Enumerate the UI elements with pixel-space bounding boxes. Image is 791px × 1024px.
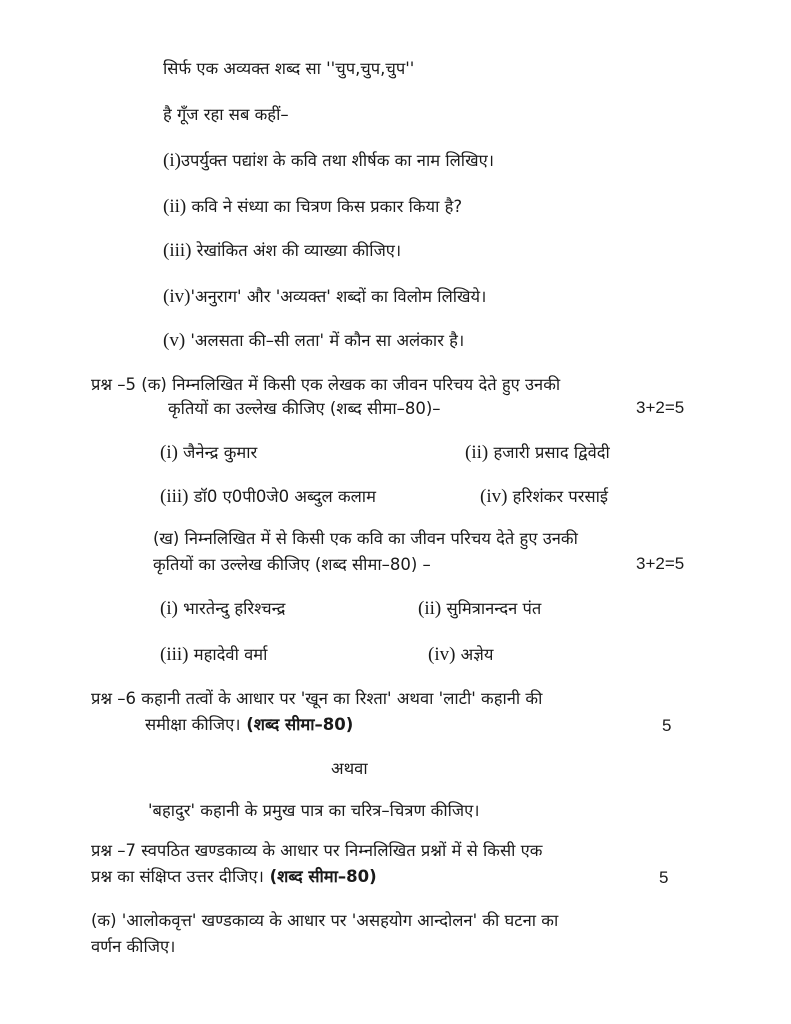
word-limit: (शब्द सीमा–80) (263, 867, 377, 886)
option-number: (i) (160, 598, 178, 619)
option-number: (iii) (160, 486, 189, 507)
subquestion-text: उपर्युक्त पद्यांश के कवि तथा शीर्षक का नाम लिखिए। (180, 151, 494, 170)
option-item (160, 486, 376, 508)
question-label: प्रश्न –5 (91, 375, 137, 394)
option-number: (ii) (465, 442, 489, 463)
option-text: हजारी प्रसाद द्विवेदी (488, 443, 610, 462)
q6-line1: प्रश्न –6 कहानी तत्वों के आधार पर 'खून का रिश्ता' अथवा 'लाटी' कहानी की (91, 689, 543, 708)
or-label: अथवा (331, 759, 368, 778)
marks: 3+2=5 (636, 398, 685, 417)
q4-subquestion (163, 330, 464, 352)
q7-line2 (91, 866, 377, 888)
option-text: हरिशंकर परसाई (507, 487, 609, 506)
option-item (480, 486, 608, 508)
subquestion-number: (ii) (163, 196, 187, 217)
word-limit: (शब्द सीमा–80) (240, 715, 354, 734)
q6-alternative: 'बहादुर' कहानी के प्रमुख पात्र का चरित्र–चित्रण कीजिए। (148, 801, 480, 820)
option-number: (i) (160, 442, 178, 463)
q6-line2-text: समीक्षा कीजिए। (145, 715, 241, 734)
q5-part-a-line2: कृतियों का उल्लेख कीजिए (शब्द सीमा–80)– (168, 399, 441, 418)
option-text: डॉ0 ए0पी0जे0 अब्दुल कलाम (188, 487, 376, 506)
option-item (428, 644, 493, 666)
option-number: (iv) (428, 644, 456, 665)
option-text: जैनेन्द्र कुमार (177, 443, 258, 462)
q5-part-b-line2: कृतियों का उल्लेख कीजिए (शब्द सीमा–80) – (153, 555, 431, 574)
option-text: महादेवी वर्मा (188, 645, 268, 664)
option-item (418, 598, 541, 620)
option-item (465, 442, 610, 464)
q4-subquestion (163, 196, 462, 218)
option-text: भारतेन्दु हरिश्चन्द्र (177, 599, 286, 618)
marks: 5 (662, 716, 672, 735)
q4-subquestion (163, 240, 401, 262)
subquestion-text: रेखांकित अंश की व्याख्या कीजिए। (191, 241, 402, 260)
option-item (160, 598, 285, 620)
option-text: सुमित्रानन्दन पंत (441, 599, 542, 618)
option-item (160, 442, 257, 464)
subquestion-text: 'अलसता की–सी लता' में कौन सा अलंकार है। (185, 331, 465, 350)
q5-heading (91, 374, 560, 396)
subquestion-text: कवि ने संध्या का चित्रण किस प्रकार किया है? (186, 197, 463, 216)
q4-subquestion (163, 286, 486, 308)
option-item (160, 644, 267, 666)
q4-subquestion (163, 150, 494, 172)
subquestion-number: (i) (163, 150, 181, 171)
option-text: अज्ञेय (455, 645, 494, 664)
marks: 3+2=5 (636, 554, 685, 573)
q5-part-a-line1: (क) निम्नलिखित में किसी एक लेखक का जीवन परिचय देते हुए उनकी (141, 375, 561, 394)
q7-part-a-line2: वर्णन कीजिए। (91, 937, 176, 956)
subquestion-number: (iii) (163, 240, 192, 261)
q7-line1: प्रश्न –7 स्वपठित खण्डकाव्य के आधार पर निम्नलिखित प्रश्नों में से किसी एक (91, 841, 543, 860)
subquestion-text: 'अनुराग' और 'अव्यक्त' शब्दों का विलोम लिखिये। (190, 287, 487, 306)
q7-line2-text: प्रश्न का संक्षिप्त उत्तर दीजिए। (91, 867, 264, 886)
subquestion-number: (v) (163, 330, 186, 351)
option-number: (iv) (480, 486, 508, 507)
poem-line-2: है गूँज रहा सब कहीं– (163, 105, 289, 124)
option-number: (iii) (160, 644, 189, 665)
marks: 5 (659, 868, 669, 887)
subquestion-number: (iv) (163, 286, 191, 307)
option-number: (ii) (418, 598, 442, 619)
q6-line2 (145, 714, 353, 736)
poem-line-1: सिर्फ एक अव्यक्त शब्द सा ''चुप,चुप,चुप'' (163, 59, 415, 78)
q7-part-a-line1: (क) 'आलोकवृत्त' खण्डकाव्य के आधार पर 'असहयोग आन्दोलन' की घटना का (91, 911, 559, 930)
q5-part-b-line1: (ख) निम्नलिखित में से किसी एक कवि का जीवन परिचय देते हुए उनकी (153, 529, 578, 548)
